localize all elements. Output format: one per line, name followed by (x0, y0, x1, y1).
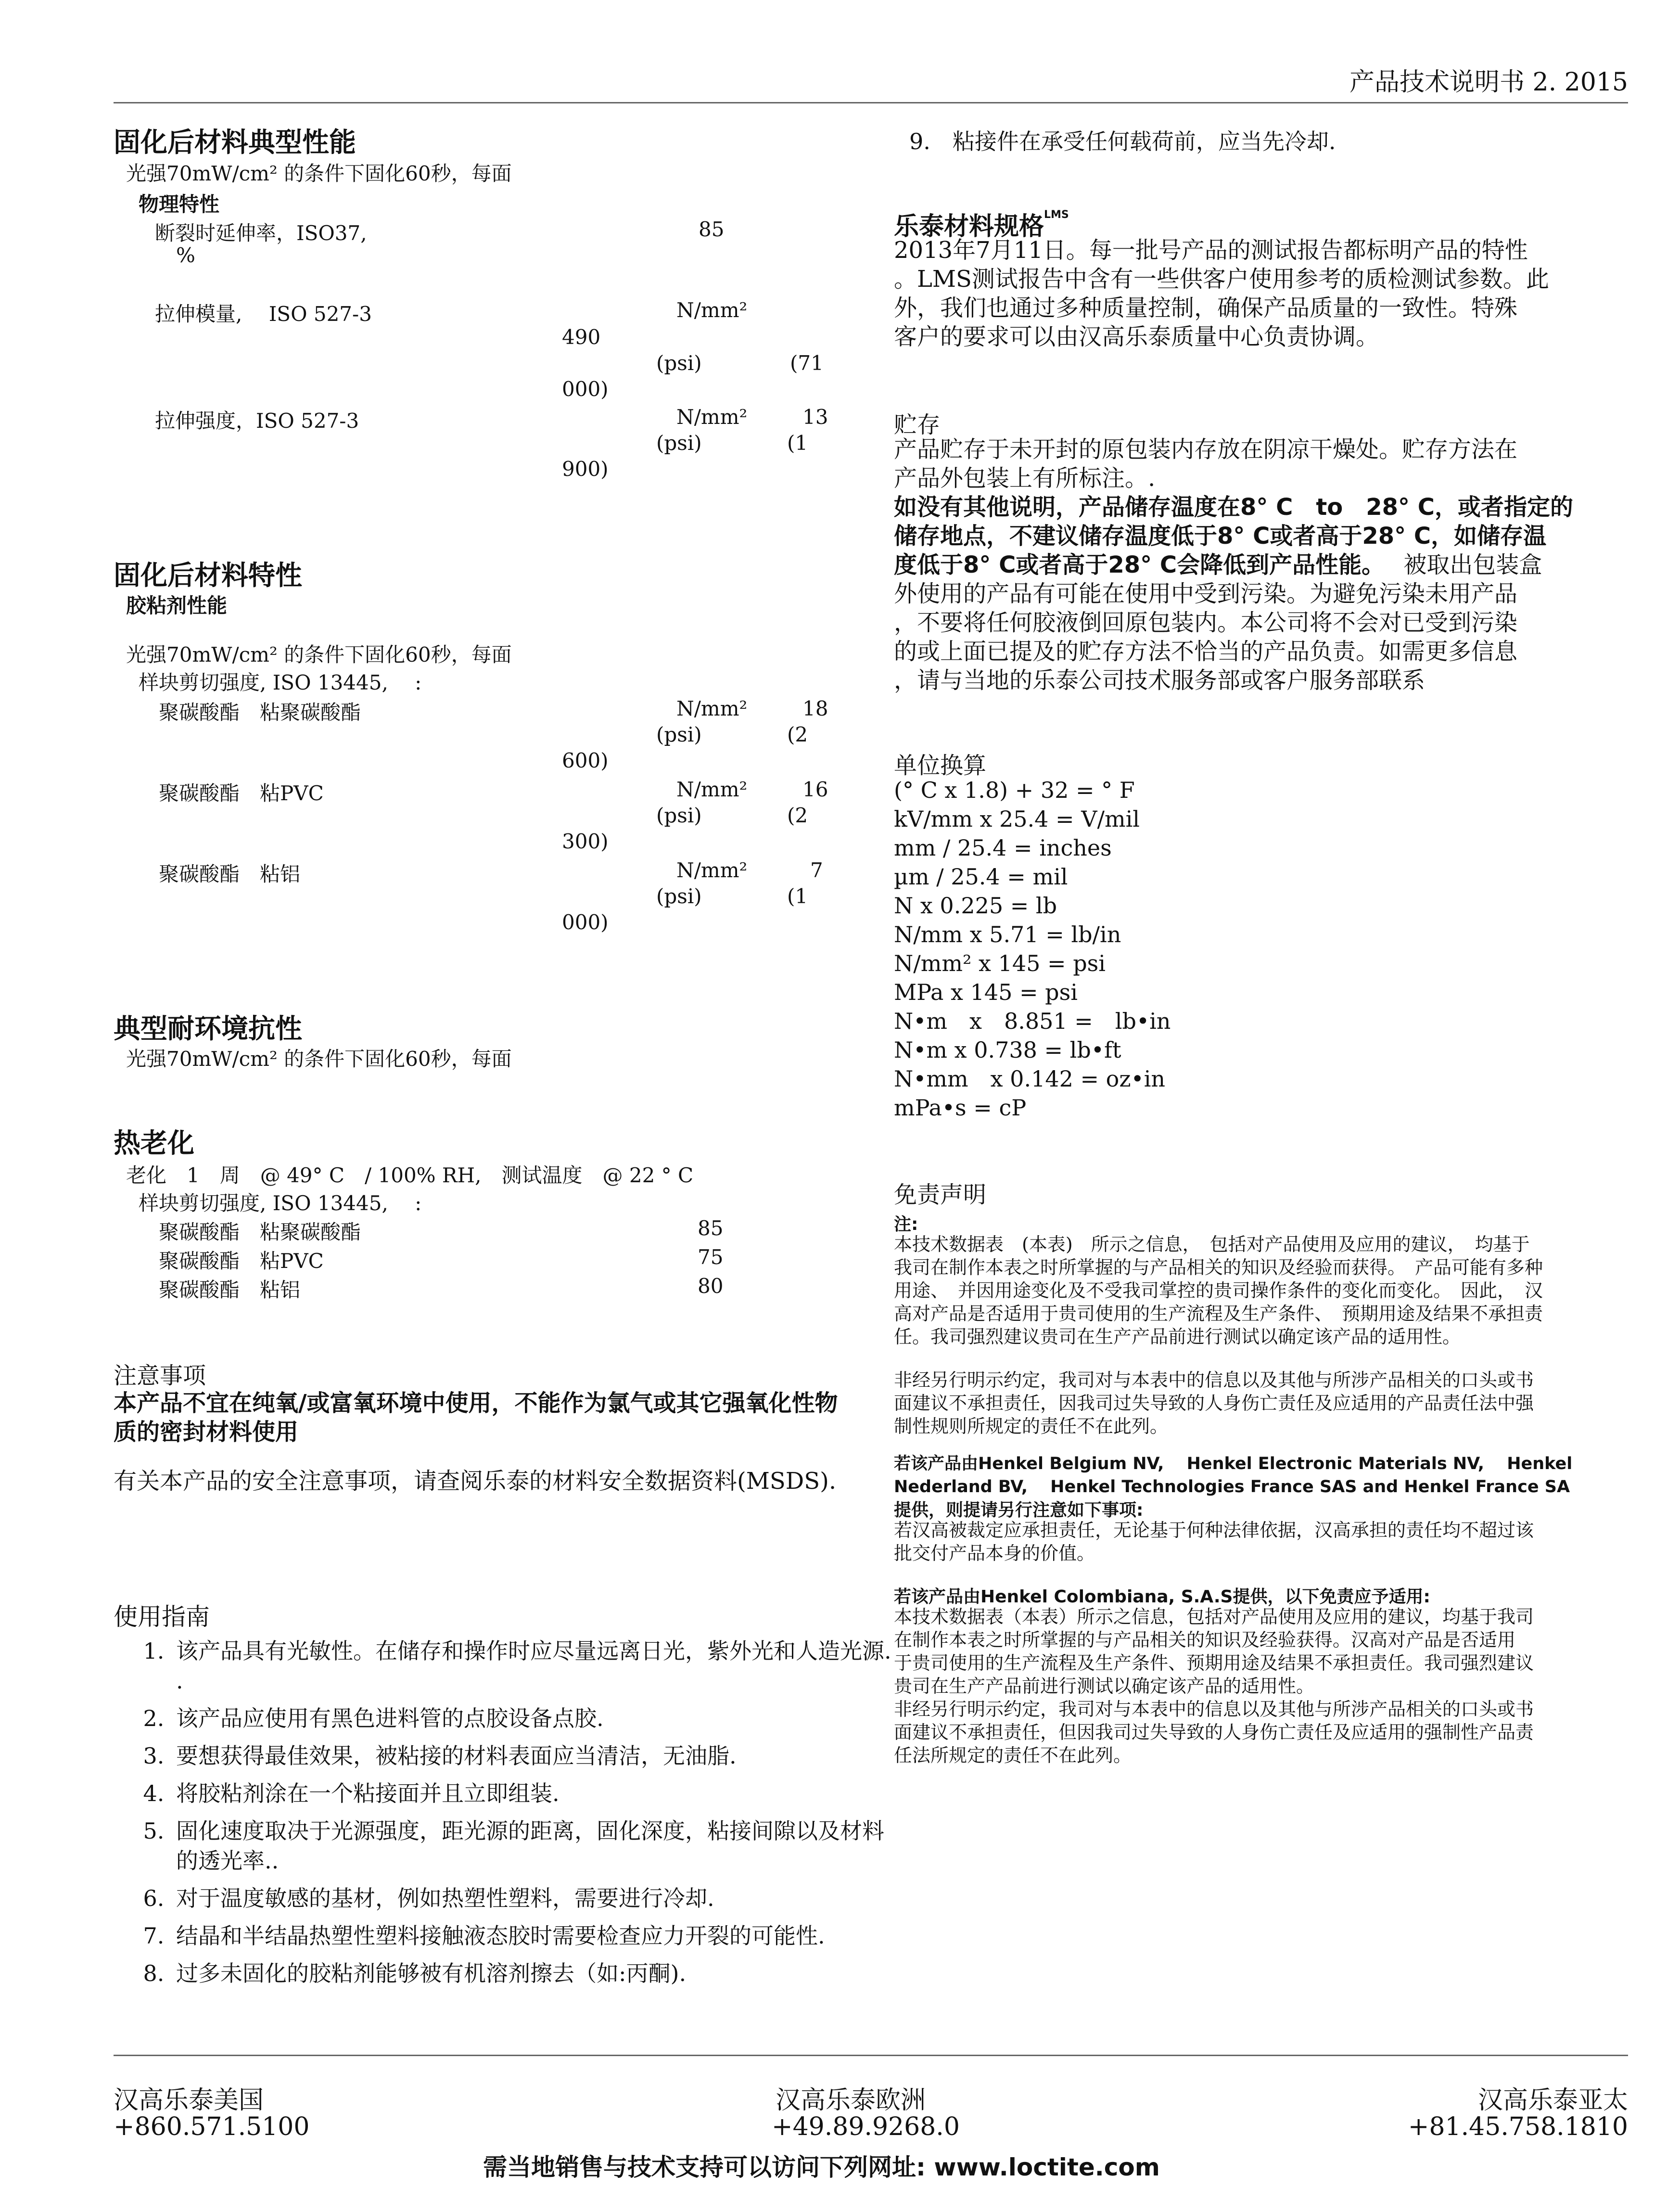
shear-row-unit-pc-pvc: N/mm² (676, 778, 748, 801)
conversion-line: N/mm² x 145 = psi (894, 950, 1106, 976)
disclaimer-line: 制性规则所规定的责任不在此列。 (894, 1416, 1169, 1437)
property-label-tensile-modulus: 拉伸模量, ISO 527-3 (155, 302, 372, 326)
property-unit-tensile-modulus: N/mm² (676, 298, 748, 322)
heat-aging-condition: 老化 1 周 @ 49° C / 100% RH, 测试温度 @ 22 ° C (126, 1164, 694, 1187)
heat-row-label-pc-pc: 聚碳酸酯 粘聚碳酸酯 (159, 1220, 361, 1244)
lms-line: 2013年7月11日。每一批号产品的测试报告都标明产品的特性 (894, 237, 1528, 264)
list-item: 3. 要想获得最佳效果，被粘接的材料表面应当清洁，无油脂. (171, 1741, 903, 1771)
direction-item-9: 9. 粘接件在承受任何载荷前，应当先冷却. (909, 128, 1336, 154)
footer-support-url[interactable]: 需当地销售与技术支持可以访问下列网址: www.loctite.com (483, 2153, 1160, 2181)
list-item: 1. 该产品具有光敏性。在储存和操作时应尽量远离日光，紫外光和人造光源. . (171, 1636, 903, 1696)
disclaimer-line: 用途、 并因用途变化及不受我司掌控的贵司操作条件的变化而变化。 因此， 汉 (894, 1280, 1543, 1301)
disclaimer-line: 批交付产品本身的价值。 (894, 1543, 1095, 1564)
lms-line: 。LMS测试报告中含有一些供客户使用参考的质检测试参数。此 (894, 266, 1549, 293)
cure-condition-note: 光强70mW/cm² 的条件下固化60秒，每面 (126, 643, 512, 666)
property-unit-tensile-strength: N/mm² (676, 405, 748, 429)
list-item: 2. 该产品应使用有黑色进料管的点胶设备点胶. (171, 1703, 903, 1733)
cure-condition-note: 光强70mW/cm² 的条件下固化60秒，每面 (126, 162, 512, 185)
storage-bold-line: 度低于8° C或者高于28° C会降低到产品性能。 (894, 551, 1374, 578)
shear-strength-label: 样块剪切强度, ISO 13445, : (139, 671, 422, 694)
storage-line: 产品外包装上有所标注。. (894, 465, 1156, 492)
section-title-storage: 贮存 (894, 411, 941, 438)
shear-row-label-pc-pc: 聚碳酸酯 粘聚碳酸酯 (159, 701, 361, 724)
property-label-elongation: 断裂时延伸率，ISO37, (155, 221, 367, 245)
disclaimer-note-label: 注: (894, 1215, 918, 1234)
conversion-line: N/mm x 5.71 = lb/in (894, 921, 1121, 947)
disclaimer-line: 任法所规定的责任不在此列。 (894, 1745, 1132, 1766)
shear-row-unit2-pc-pvc: (psi) (656, 804, 702, 827)
shear-row-value-pc-al: 7 (810, 858, 823, 882)
subsection-title-physical: 物理特性 (139, 192, 220, 216)
property-psi-tensile-strength: (1 (787, 431, 808, 455)
disclaimer-line: 贵司在生产产品前进行测试以确定该产品的适用性。 (894, 1676, 1315, 1697)
shear-row-psi-tail-pc-pc: 600) (562, 749, 609, 772)
document-header-title: 产品技术说明书 2. 2015 (1349, 68, 1628, 97)
disclaimer-line: 于贵司使用的生产流程及生产条件、预期用途及结果不承担责任。我司强烈建议 (894, 1652, 1534, 1674)
disclaimer-line: 本技术数据表 (本表) 所示之信息， 包括对产品使用及应用的建议， 均基于 (894, 1234, 1530, 1255)
section-title-disclaimer: 免责声明 (894, 1181, 987, 1208)
conversion-line: µm / 25.4 = mil (894, 864, 1068, 890)
disclaimer-line: 任。我司强烈建议贵司在生产产品前进行测试以确定该产品的适用性。 (894, 1326, 1461, 1347)
lms-title-text: 乐泰材料规格 (894, 212, 1044, 241)
shear-row-unit2-pc-pc: (psi) (656, 723, 702, 746)
footer-asia-phone: +81.45.758.1810 (1408, 2112, 1628, 2141)
disclaimer-bold-line: Nederland BV, Henkel Technologies France SAS and Henkel France SA (894, 1477, 1570, 1497)
lms-title-sup: LMS (1044, 209, 1069, 221)
footer-americas-name: 汉高乐泰美国 (114, 2086, 264, 2115)
heat-row-value-pc-pc: 85 (698, 1216, 724, 1240)
disclaimer-bold-line: 若该产品由Henkel Belgium NV, Henkel Electronic Materials NV, Henkel (894, 1454, 1573, 1473)
disclaimer-line: 我司在制作本表之时所掌握的与产品相关的知识及经验而获得。 产品可能有多种 (894, 1257, 1543, 1278)
conversion-line: N•m x 8.851 = lb•in (894, 1008, 1171, 1034)
disclaimer-line: 若汉高被裁定应承担责任，无论基于何种法律依据，汉高承担的责任均不超过该 (894, 1520, 1534, 1541)
shear-row-label-pc-al: 聚碳酸酯 粘铝 (159, 862, 301, 886)
subsection-title-adhesive: 胶粘剂性能 (126, 594, 228, 617)
conversion-line: mPa•s = cP (894, 1095, 1027, 1121)
storage-line: 产品贮存于未开封的原包装内存放在阴凉干燥处。贮存方法在 (894, 436, 1518, 463)
list-item: 7. 结晶和半结晶热塑性塑料接触液态胶时需要检查应力开裂的可能性. (171, 1921, 903, 1951)
property-value-tensile-modulus: 490 (562, 325, 601, 349)
conversion-line: MPa x 145 = psi (894, 979, 1078, 1005)
property-unit-elongation: % (176, 243, 195, 267)
heat-row-value-pc-pvc: 75 (698, 1245, 724, 1269)
property-psi-tail-tensile-strength: 900) (562, 457, 609, 481)
section-title-environmental-resistance: 典型耐环境抗性 (114, 1013, 302, 1045)
shear-row-psi-pc-pvc: (2 (787, 804, 808, 827)
list-item: 8. 过多未固化的胶粘剂能够被有机溶剂擦去（如:丙酮). (171, 1958, 903, 1988)
lms-line: 外，我们也通过多种质量控制，确保产品质量的一致性。特殊 (894, 294, 1518, 321)
shear-row-label-pc-pvc: 聚碳酸酯 粘PVC (159, 781, 324, 805)
cure-condition-note: 光强70mW/cm² 的条件下固化60秒，每面 (126, 1047, 512, 1071)
conversion-line: (° C x 1.8) + 32 = ° F (894, 777, 1135, 803)
disclaimer-line: 本技术数据表（本表）所示之信息，包括对产品使用及应用的建议，均基于我司 (894, 1606, 1534, 1627)
precaution-oxygen: 本产品不宜在纯氧/或富氧环境中使用，不能作为氯气或其它强氧化性物质的密封材料使用 (114, 1390, 838, 1445)
disclaimer-line: 非经另行明示约定，我司对与本表中的信息以及其他与所涉产品相关的口头或书 (894, 1699, 1534, 1720)
shear-row-unit2-pc-al: (psi) (656, 884, 702, 908)
storage-line: ，不要将任何胶液倒回原包装内。本公司将不会对已受到污染 (894, 609, 1518, 636)
property-label-tensile-strength: 拉伸强度，ISO 527-3 (155, 409, 359, 433)
footer-europe-phone: +49.89.9268.0 (772, 2112, 960, 2141)
disclaimer-bold-line: 若该产品由Henkel Colombiana, S.A.S提供，以下免责应予适用: (894, 1587, 1430, 1607)
disclaimer-line: 非经另行明示约定，我司对与本表中的信息以及其他与所涉产品相关的口头或书 (894, 1369, 1534, 1391)
storage-line: 被取出包装盒 (1373, 551, 1542, 578)
conversion-line: N•mm x 0.142 = oz•in (894, 1066, 1166, 1092)
property-value-tensile-strength: 13 (802, 405, 828, 429)
list-item: 6. 对于温度敏感的基材，例如热塑性塑料，需要进行冷却. (171, 1883, 903, 1913)
conversion-line: N x 0.225 = lb (894, 893, 1057, 919)
lms-line: 客户的要求可以由汉高乐泰质量中心负责协调。 (894, 323, 1379, 350)
disclaimer-line: 面建议不承担责任，但因我司过失导致的人身伤亡责任及应适用的强制性产品责 (894, 1722, 1534, 1743)
heat-row-label-pc-al: 聚碳酸酯 粘铝 (159, 1278, 301, 1302)
section-title-heat-aging: 热老化 (114, 1128, 194, 1159)
list-item: 5. 固化速度取决于光源强度，距光源的距离，固化深度，粘接间隙以及材料的透光率.. (171, 1816, 903, 1876)
conversion-line: kV/mm x 25.4 = V/mil (894, 806, 1140, 832)
storage-bold-line: 储存地点，不建议储存温度低于8° C或者高于28° C，如储存温 (894, 523, 1547, 550)
shear-row-value-pc-pvc: 16 (802, 778, 828, 801)
storage-line: 的或上面已提及的贮存方法不恰当的产品负责。如需更多信息 (894, 638, 1518, 665)
heat-row-label-pc-pvc: 聚碳酸酯 粘PVC (159, 1249, 324, 1273)
section-title-cured-properties: 固化后材料特性 (114, 560, 302, 591)
footer-asia-name: 汉高乐泰亚太 (1477, 2086, 1628, 2115)
shear-row-unit-pc-al: N/mm² (676, 858, 748, 882)
shear-row-psi-tail-pc-pvc: 300) (562, 830, 609, 853)
shear-row-psi-pc-pc: (2 (787, 723, 808, 746)
shear-row-psi-pc-al: (1 (787, 884, 808, 908)
storage-bold-line: 如没有其他说明，产品储存温度在8° C to 28° C，或者指定的 (894, 494, 1573, 521)
section-title-precautions: 注意事项 (114, 1362, 206, 1389)
property-unit2-tensile-modulus: (psi) (656, 351, 702, 375)
precaution-msds: 有关本产品的安全注意事项，请查阅乐泰的材料安全数据资料(MSDS). (114, 1468, 837, 1495)
heat-row-value-pc-al: 80 (698, 1274, 724, 1298)
property-value-elongation: 85 (699, 217, 725, 241)
conversion-line: N•m x 0.738 = lb•ft (894, 1037, 1121, 1063)
section-title-typical-properties: 固化后材料典型性能 (114, 127, 356, 158)
section-title-conversions: 单位换算 (894, 752, 987, 779)
footer-europe-name: 汉高乐泰欧洲 (776, 2086, 926, 2115)
property-psi-tensile-modulus: (71 (790, 351, 824, 375)
shear-row-unit-pc-pc: N/mm² (676, 697, 748, 720)
list-item: 4. 将胶粘剂涂在一个粘接面并且立即组装. (171, 1778, 903, 1808)
shear-row-psi-tail-pc-al: 000) (562, 910, 609, 934)
shear-strength-label: 样块剪切强度, ISO 13445, : (139, 1191, 422, 1215)
footer-divider (114, 2055, 1628, 2056)
shear-row-value-pc-pc: 18 (802, 697, 828, 720)
disclaimer-line: 在制作本表之时所掌握的与产品相关的知识及经验获得。汉高对产品是否适用 (894, 1629, 1516, 1650)
section-title-directions: 使用指南 (114, 1603, 210, 1631)
property-psi-tail-tensile-modulus: 000) (562, 377, 609, 401)
property-unit2-tensile-strength: (psi) (656, 431, 702, 455)
storage-line: 外使用的产品有可能在使用中受到污染。为避免污染未用产品 (894, 580, 1518, 607)
storage-line: ，请与当地的乐泰公司技术服务部或客户服务部联系 (894, 667, 1425, 694)
disclaimer-line: 高对产品是否适用于贵司使用的生产流程及生产条件、 预期用途及结果不承担责 (894, 1303, 1543, 1324)
disclaimer-line: 面建议不承担责任，因我司过失导致的人身伤亡责任及应适用的产品责任法中强 (894, 1393, 1534, 1414)
disclaimer-bold-line: 提供，则提请另行注意如下事项: (894, 1500, 1144, 1520)
conversion-line: mm / 25.4 = inches (894, 835, 1112, 861)
footer-americas-phone: +860.571.5100 (114, 2112, 310, 2141)
